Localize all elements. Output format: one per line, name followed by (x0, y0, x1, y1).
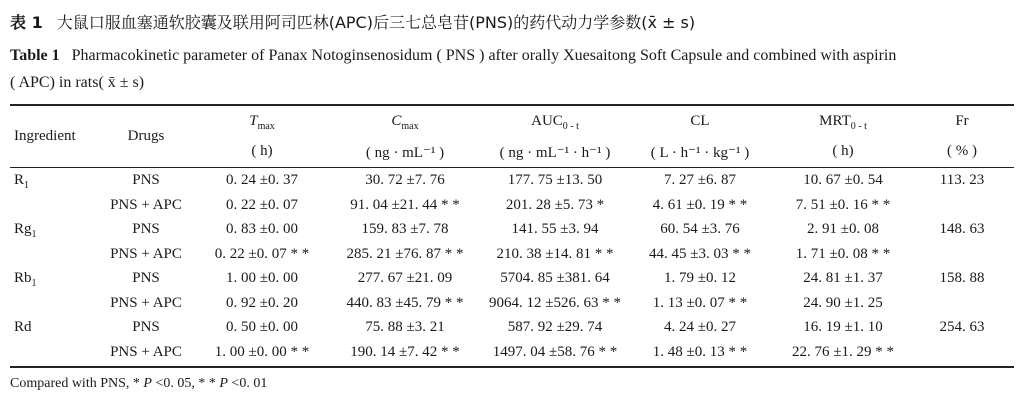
table-footnote: Compared with PNS, * P <0. 05, * * P <0. 01 (10, 376, 268, 391)
cell-cmax: 277. 67 ±21. 09 (357, 270, 453, 286)
cell-tmax: 0. 92 ±0. 20 (226, 295, 298, 311)
cell-drug: PNS + APC (110, 295, 182, 311)
cell-cmax: 440. 83 ±45. 79 * * (346, 295, 464, 311)
top-rule (10, 104, 1014, 106)
cell-auc: 1497. 04 ±58. 76 * * (492, 344, 618, 360)
cell-fr: 254. 63 (939, 319, 985, 335)
header-ingredient: Ingredient (14, 128, 76, 144)
cell-tmax: 0. 24 ±0. 37 (226, 172, 298, 188)
cell-cl: 4. 61 ±0. 19 * * (652, 197, 748, 213)
header-cl: CL (690, 113, 710, 129)
header-cmax: $C_{max}$ (391, 113, 419, 132)
cell-mrt: 16. 19 ±1. 10 (803, 319, 883, 335)
cell-tmax: 0. 22 ±0. 07 * * (214, 246, 310, 262)
cell-mrt: 7. 51 ±0. 16 * * (795, 197, 891, 213)
header-cmax-unit: ( ng · mL⁻¹ ) (365, 145, 445, 161)
cell-cl: 1. 48 ±0. 13 * * (652, 344, 748, 360)
cell-auc: 9064. 12 ±526. 63 * * (489, 295, 621, 311)
table-title-en-line2: ( APC) in rats( x̄ ± s) (10, 74, 145, 91)
cell-cl: 44. 45 ±3. 03 * * (649, 246, 751, 262)
cell-cl: 4. 24 ±0. 27 (664, 319, 736, 335)
header-tmax-unit: ( h) (251, 143, 273, 159)
cell-ingredient: $Rg_1$ (14, 221, 37, 240)
table-caption-en (10, 47, 896, 65)
cell-ingredient: $Rb_1$ (14, 270, 37, 289)
cell-mrt: 10. 67 ±0. 54 (803, 172, 883, 188)
header-drugs: Drugs (127, 128, 165, 144)
table-label-en: Table 1 (10, 47, 60, 64)
header-rule (10, 167, 1014, 168)
cell-drug: PNS + APC (110, 197, 182, 213)
header-fr: Fr (955, 113, 969, 129)
table-caption-cn (10, 10, 695, 33)
header-auc: $AUC_{0 - t}$ (531, 113, 579, 132)
cell-drug: PNS (132, 319, 160, 335)
cell-tmax: 0. 50 ±0. 00 (226, 319, 298, 335)
cell-tmax: 0. 22 ±0. 07 (226, 197, 298, 213)
cell-drug: PNS + APC (110, 344, 182, 360)
cell-tmax: 1. 00 ±0. 00 * * (214, 344, 310, 360)
header-mrt: $MRT_{0 - t}$ (819, 113, 867, 132)
cell-ingredient: Rd (14, 319, 32, 335)
cell-drug: PNS + APC (110, 246, 182, 262)
cell-drug: PNS (132, 221, 160, 237)
table-title-en-line1: Pharmacokinetic parameter of Panax Notoginsenosidum ( PNS ) after orally Xuesaitong Soft Capsule and combined with aspirin (71, 47, 897, 64)
header-tmax: $T_{max}$ (249, 113, 275, 132)
header-auc-unit: ( ng · mL⁻¹ · h⁻¹ ) (499, 145, 611, 161)
cell-cl: 60. 54 ±3. 76 (660, 221, 740, 237)
cell-auc: 210. 38 ±14. 81 * * (496, 246, 614, 262)
cell-mrt: 22. 76 ±1. 29 * * (792, 344, 894, 360)
cell-mrt: 24. 81 ±1. 37 (803, 270, 883, 286)
cell-auc: 587. 92 ±29. 74 (507, 319, 603, 335)
cell-drug: PNS (132, 172, 160, 188)
cell-cmax: 91. 04 ±21. 44 * * (350, 197, 460, 213)
cell-tmax: 0. 83 ±0. 00 (226, 221, 298, 237)
table-label-cn: 表 1 (10, 13, 43, 32)
cell-cmax: 75. 88 ±3. 21 (365, 319, 445, 335)
cell-fr: 113. 23 (939, 172, 985, 188)
cell-auc: 141. 55 ±3. 94 (511, 221, 599, 237)
header-fr-unit: ( % ) (947, 143, 977, 159)
cell-cl: 1. 79 ±0. 12 (664, 270, 736, 286)
header-mrt-unit: ( h) (832, 143, 854, 159)
cell-ingredient: $R_1$ (14, 172, 30, 191)
cell-mrt: 24. 90 ±1. 25 (803, 295, 883, 311)
cell-auc: 177. 75 ±13. 50 (507, 172, 603, 188)
header-cl-unit: ( L · h⁻¹ · kg⁻¹ ) (650, 145, 750, 161)
table-title-cn: 大鼠口服血塞通软胶囊及联用阿司匹林(APC)后三七总皂苷(PNS)的药代动力学参数(x̄ ± s) (56, 13, 696, 32)
cell-auc: 201. 28 ±5. 73 * (505, 197, 605, 213)
cell-drug: PNS (132, 270, 160, 286)
cell-cmax: 190. 14 ±7. 42 * * (350, 344, 460, 360)
cell-auc: 5704. 85 ±381. 64 (500, 270, 610, 286)
cell-tmax: 1. 00 ±0. 00 (226, 270, 298, 286)
cell-fr: 148. 63 (939, 221, 985, 237)
cell-mrt: 2. 91 ±0. 08 (807, 221, 879, 237)
cell-cmax: 159. 83 ±7. 78 (361, 221, 449, 237)
bottom-rule (10, 366, 1014, 368)
cell-cl: 7. 27 ±6. 87 (664, 172, 736, 188)
cell-cl: 1. 13 ±0. 07 * * (652, 295, 748, 311)
cell-mrt: 1. 71 ±0. 08 * * (795, 246, 891, 262)
cell-cmax: 285. 21 ±76. 87 * * (346, 246, 464, 262)
cell-fr: 158. 88 (939, 270, 985, 286)
cell-cmax: 30. 72 ±7. 76 (365, 172, 445, 188)
